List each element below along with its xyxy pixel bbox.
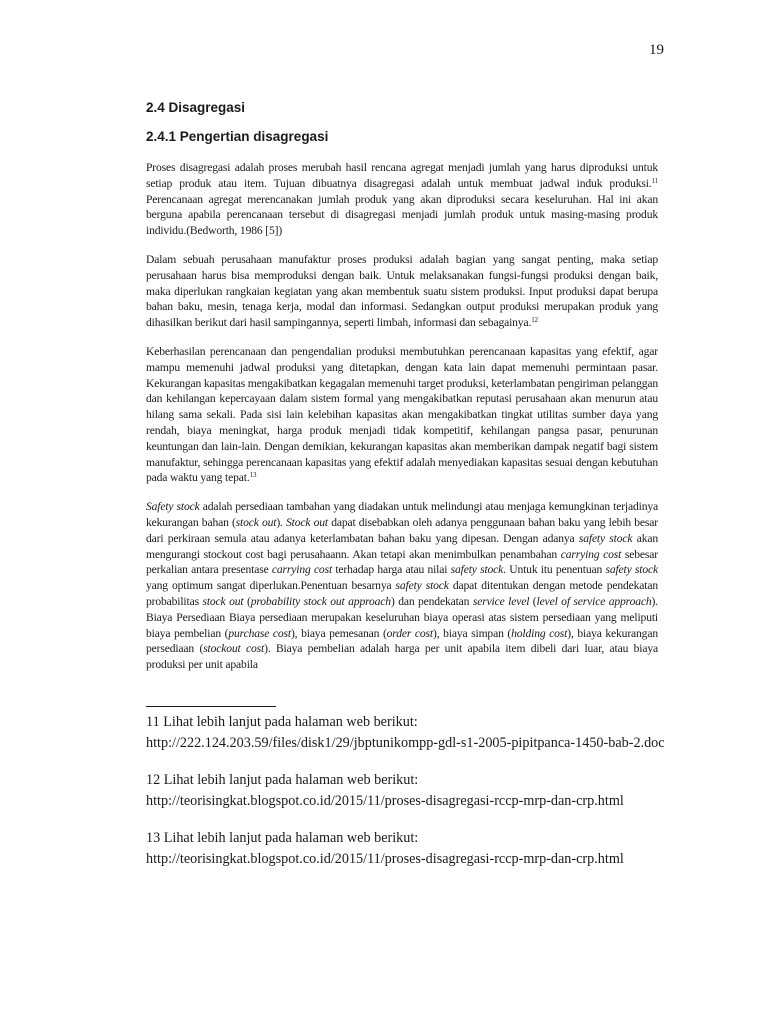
- footnote-label: 11 Lihat lebih lanjut pada halaman web berikut:: [146, 714, 418, 730]
- paragraph-capacity-planning: Keberhasilan perencanaan dan pengendalian produksi membutuhkan perencanaan kapasitas yang efektif, agar mampu memenuhi jadwal produksi yang ditetapkan, dengan kata lain dapat memenuhi permintaan pasar. Kekurangan kapasitas mengakibatkan kegagalan memenuhi target produksi, keterlambatan pengiriman pelanggan dan kehilangan kepercayaan dalam sistem formal yang mengakibatkan reputasi perusahaan akan menurun atau hilang sama sekali. Pada sisi lain kelebihan kapasitas akan mengakibatkan tingkat utilitas sumber daya yang rendah, biaya meningkat, harga produk menjadi tidak kompetitif, kehilangan pangsa pasar, penurunan keuntungan dan lain-lain. Dengan demikian, kekurangan kapasitas akan memberikan dampak negatif bagi sistem manufaktur, sehingga perencanaan kapasitas yang efektif adalah menyediakan kapasitas sesuai dengan kebutuhan pada waktu yang tepat.$^{13}$: [146, 344, 659, 485]
- footnote-ref-13: 13: [249, 471, 257, 480]
- footnote-url: http://222.124.203.59/files/disk1/29/jbptunikompp-gdl-s1-2005-pipitpanca-1450-bab-2.doc: [146, 735, 665, 751]
- subsection-heading: 2.4.1 Pengertian disagregasi: [146, 129, 329, 144]
- section-heading: 2.4 Disagregasi: [146, 100, 246, 115]
- footnote-label: 13 Lihat lebih lanjut pada halaman web berikut:: [146, 830, 419, 846]
- footnote-separator: [146, 706, 276, 707]
- footnote-label: 12 Lihat lebih lanjut pada halaman web berikut:: [146, 772, 419, 788]
- paragraph-production-system: Dalam sebuah perusahaan manufaktur proses produksi adalah bagian yang sangat penting, maka setiap perusahaan harus bisa memproduksi dengan baik. Untuk melaksanakan fungsi-fungsi produksi dengan baik, maka diperlukan rangkaian kegiatan yang akan membentuk suatu sistem produksi. Input produksi dapat berupa bahan baku, mesin, tenaga kerja, modal dan informasi. Sedangkan output produksi merupakan produk yang dihasilkan berikut dari hasil sampingannya, seperti limbah, informasi dan sebagainya.$^{12}$: [146, 252, 658, 330]
- footnote-url: http://teorisingkat.blogspot.co.id/2015/11/proses-disagregasi-rccp-mrp-dan-crp.html: [146, 793, 624, 809]
- footnote-ref-12: 12: [531, 316, 538, 325]
- footnote-url: http://teorisingkat.blogspot.co.id/2015/11/proses-disagregasi-rccp-mrp-dan-crp.html: [146, 851, 624, 867]
- footnote-11: [146, 712, 666, 754]
- footnote-ref-11: 11: [651, 176, 658, 185]
- page-number: 19: [649, 42, 664, 58]
- paragraph-disagregasi-definition: Proses disagregasi adalah proses merubah hasil rencana agregat menjadi jumlah yang harus diproduksi untuk setiap produk atau item. Tujuan dibuatnya disagregasi adalah untuk membuat jadwal induk produksi.$^{11}$ Perencanaan agregat merencanakan jumlah produk yang akan diproduksi secara keseluruhan. Hal ini akan berguna apabila perencanaan tersebut di disagregasi menjadi jumlah produk untuk masing-masing produk individu.(Bedworth, 1986 [5]): [146, 161, 658, 238]
- body-text: [146, 160, 658, 686]
- paragraph-safety-stock: Safety stock adalah persediaan tambahan yang diadakan untuk melindungi atau menjaga kemungkinan terjadinya kekurangan bahan (stock out). Stock out dapat disebabkan oleh adanya penggunaan bahan baku yang lebih besar dari perkiraan semula atau adanya keterlambatan bahan baku yang dipesan. Dengan adanya safety stock akan mengurangi stockout cost bagi perusahaann. Akan tetapi akan menimbulkan penambahan carrying cost sebesar perkalian antara presentase carrying cost terhadap harga atau nilai safety stock. Untuk itu penentuan safety stock yang optimum sangat diperlukan.Penentuan besarnya safety stock dapat ditentukan dengan metode pendekatan probabilitas stock out (probability stock out approach) dan pendekatan service level (level of service approach). Biaya Persediaan Biaya persediaan merupakan keseluruhan biaya operasi atas sistem persediaan yang meliputi biaya pembelian (purchase cost), biaya pemesanan (order cost), biaya simpan (holding cost), biaya kekurangan persediaan (stockout cost). Biaya pembelian adalah harga per unit apabila item dibeli dari luar, atau biaya produksi per unit apabila: [146, 500, 659, 672]
- footnote-12: [146, 770, 666, 812]
- footnote-13: [146, 828, 666, 870]
- footnotes: [146, 712, 666, 886]
